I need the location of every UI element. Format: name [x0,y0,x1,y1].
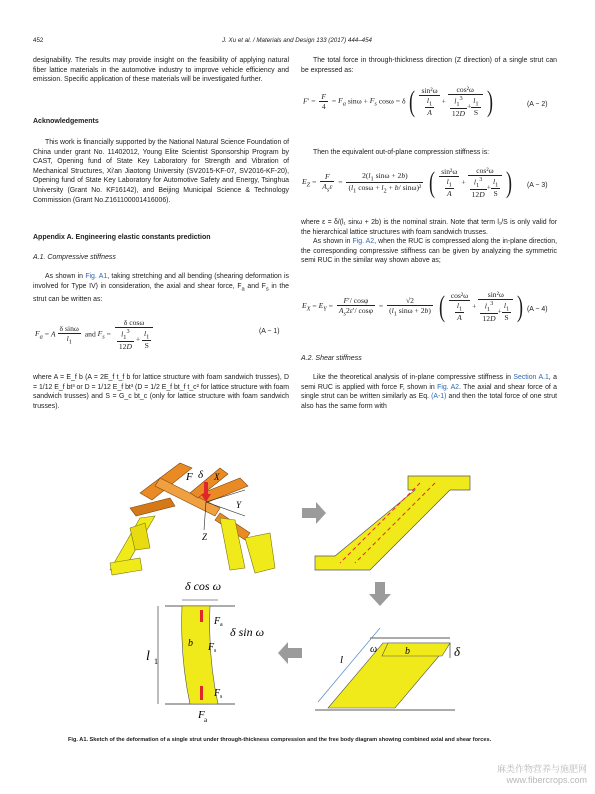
yellow-strut [110,558,142,575]
text-run: As shown in [313,238,353,246]
arrow-left-icon [278,642,302,664]
right-p1: The total force in through-thickness direction (Z direction) of a single strut can be expressed as: [301,57,557,74]
l1-label-left: l [146,649,150,664]
yellow-strut [245,533,275,573]
force-label: F [186,471,193,483]
a1-where [33,373,289,411]
subscript: s [265,285,269,292]
text-run: and then the total force of one strut also has the same form with [301,393,557,410]
equation-a1-number: (A − 1) [259,328,280,335]
subsection-a1-title: A.1. Compressive stiffness [33,254,116,261]
right-p2-block [301,148,557,158]
yellow-strut [220,518,245,570]
deformed-strut-panel [315,628,461,710]
fs-sub-top: s [214,648,217,654]
a2-text [301,373,557,411]
acknowledgements [33,117,289,127]
fig-a1-link[interactable]: Fig. A1 [85,273,108,280]
equation-a2-number: (A − 2) [527,101,548,108]
equation-a1: $F_a = A$ $\frac{\text{δ sinω}}{l_1}$ and $F_s$ = δ cosω $\frac{l_1^3}{12D}$ + $\frac{l_1}{S}$ [35,318,155,351]
subscript: a [241,285,245,292]
appendix [33,233,289,243]
equation-a2: F′ = $\frac{F}{4}$ = $F_a$ $\sin\omega + F_s$ cosω = δ ( $\frac{\text{sin²ω}}{\frac{l_1}{A}}$ + cos²ω $\frac{l_1^3}{12D}$ + $\frac{l_1}{S}$ ) [303,84,493,119]
eq-a1-link[interactable]: (A-1) [431,393,447,401]
text-run: in the strut can be written as: [33,282,289,303]
a2-paragraph [301,373,557,411]
right-p3-block [301,218,557,266]
x-label: X [214,472,220,482]
equation-a4-number: (A − 4) [527,306,548,313]
b-label-left: b [188,638,193,649]
a1-text [33,272,289,304]
delta-label: δ [198,469,204,481]
right-p4 [301,237,557,266]
equation-a4: $E_X = E_Y$ = $\frac{F'/ \cos\varphi}{A_s2\varepsilon'/ \cos\varphi}$ = $\frac{√2}{(l_1 \sin\omega + 2b)}$ ( $\frac{\text{cos²ω}}{\frac{l_1}{A}}$ + sin²ω $\frac{l_1^3}{12D}$ + $\frac{l_1}{S}$ ) [302,289,524,324]
figure-a1 [70,458,530,740]
intro-paragraph: designability. The results may provide insight on the feasibility of applying natural fiber lattice materials in the automotive industry to improve vehicle efficiency and emission. Specific application of these materials will be investigated further. [33,57,289,84]
dcos-label: δ cos ω [185,579,222,593]
arrow-right-icon [302,502,326,524]
equation-a3: $E_Z$ = $\frac{F}{A_s\varepsilon}$ = $\frac{2(l_1 \sin\omega + 2b)}{(l_1 \cos\omega + l_2 + b/ \sin\omega)^2}$ ( $\frac{\text{sin²ω}}{\frac{l_1}{A}}$ + cos²ω $\frac{l_1^3}{12D}$ + $\frac{l_1}{S}$ ) [302,165,513,200]
where-paragraph: where A = E_f b (A = 2E_f t_f b for lattice structure with foam sandwich trusses), D = 1/12 E_f bt³ or D = 1/12 E_f bt³ (D = 1/2 E_f bt_f t_c² for lattice structure with foam sandwich trusses) and S = G_c bt_c (only for lattice structure with foam sandwich trusses). [33,374,289,410]
text-run: and F [244,282,266,290]
orange-strut [130,498,175,516]
page-number: 452 [33,37,44,44]
omega-label: ω [370,644,378,655]
text-run: , a semi RUC is applied with force F, shown in [301,374,557,391]
dsin-label: δ sin ω [230,625,265,639]
fig-a2-link[interactable]: Fig. A2 [352,238,375,246]
text-run: . The axial and shear force of a single strut can be written similarly as Eq. [301,383,558,401]
fa-label-top: F [214,616,221,627]
fs-label-top: F [208,642,215,653]
free-body-panel [146,579,264,724]
fs-sub-bottom: s [220,694,223,700]
fig-a2-link-2[interactable]: Fig. A2 [437,383,460,391]
fs-label-bottom: F [214,688,221,699]
equation-a3-number: (A − 3) [527,182,548,189]
fa-sub-top: a [220,622,223,628]
z-label: Z [202,532,208,542]
arrow-down-icon [369,582,391,606]
b-label-right: b [405,646,410,657]
right-p2: Then the equivalent out-of-plane compression stiffness is: [313,149,490,156]
text-run: , taking stretching and all bending (shearing deformation is involved for Type IV) in consideration, the axial and shear force, F [33,273,289,290]
text-run: Like the theoretical analysis of in-plane compressive stiffness in [313,374,514,381]
text-run: , when the RUC is compressed along the in-plane direction, the corresponding compressive stiffness can be given by analyzing the symmetric semi RUC in the similar way shown above as; [301,238,557,265]
ack-paragraph: This work is financially supported by the National Natural Science Foundation of China under grant No. 11402012, Young Elite Scientist Sponsorship Program by CAST, Opening fund of State Key Laboratory for Strength and Vibration of Mechanical Structures, Xi'an Jiaotong University (SV2015-KF-07, SV2016-KF-20), Opening fund of State Key Laboratory for Automotive Safety and Energy, Tsinghua University (Grant No. KF16142), and Beijing Municipal Science & Technology Commission (Grant No.Z161100001416006). [33,139,289,204]
l1-label-right: l [340,654,344,666]
watermark-line1: 麻类作物营养与施肥网 [496,764,587,774]
left-column [33,56,289,85]
right-p3: where ε = δ/(l₁ sinω + 2b) is the nominal strain. Note that term l₁/S is only valid for the hierarchical lattice structures with foam sandwich trusses. [301,219,557,236]
l1-sub-left: 1 [154,657,158,666]
text-run: As shown in [45,273,86,280]
right-column [301,56,557,75]
fa-sub-bottom: a [204,716,208,724]
ack-heading: Acknowledgements [33,118,99,125]
lattice-3d-panel [110,463,275,575]
subsection-a2-title: A.2. Shear stiffness [301,355,362,362]
running-header: J. Xu et al. / Materials and Design 133 (2017) 444–454 [222,37,372,44]
force-arrow [204,482,208,496]
subsection-a2 [301,354,557,364]
subsection-a1 [33,253,289,263]
appendix-heading: Appendix A. Engineering elastic constants prediction [33,234,211,241]
figure-caption: Fig. A1. Sketch of the deformation of a single strut under through-thickness compression and the free body diagram showing combined axial and shear forces. [68,737,492,743]
a1-paragraph [33,272,289,304]
ack-body [33,138,289,205]
y-label: Y [236,500,242,510]
watermark-line2: www.fibercrops.com [506,775,587,785]
z-strut-panel [315,476,470,570]
watermark [497,764,587,786]
section-a1-link[interactable]: Section A.1 [513,374,549,381]
delta-label-right: δ [454,644,461,659]
figure-a1-drawing [70,458,530,740]
fa-label-bottom: F [198,709,205,721]
